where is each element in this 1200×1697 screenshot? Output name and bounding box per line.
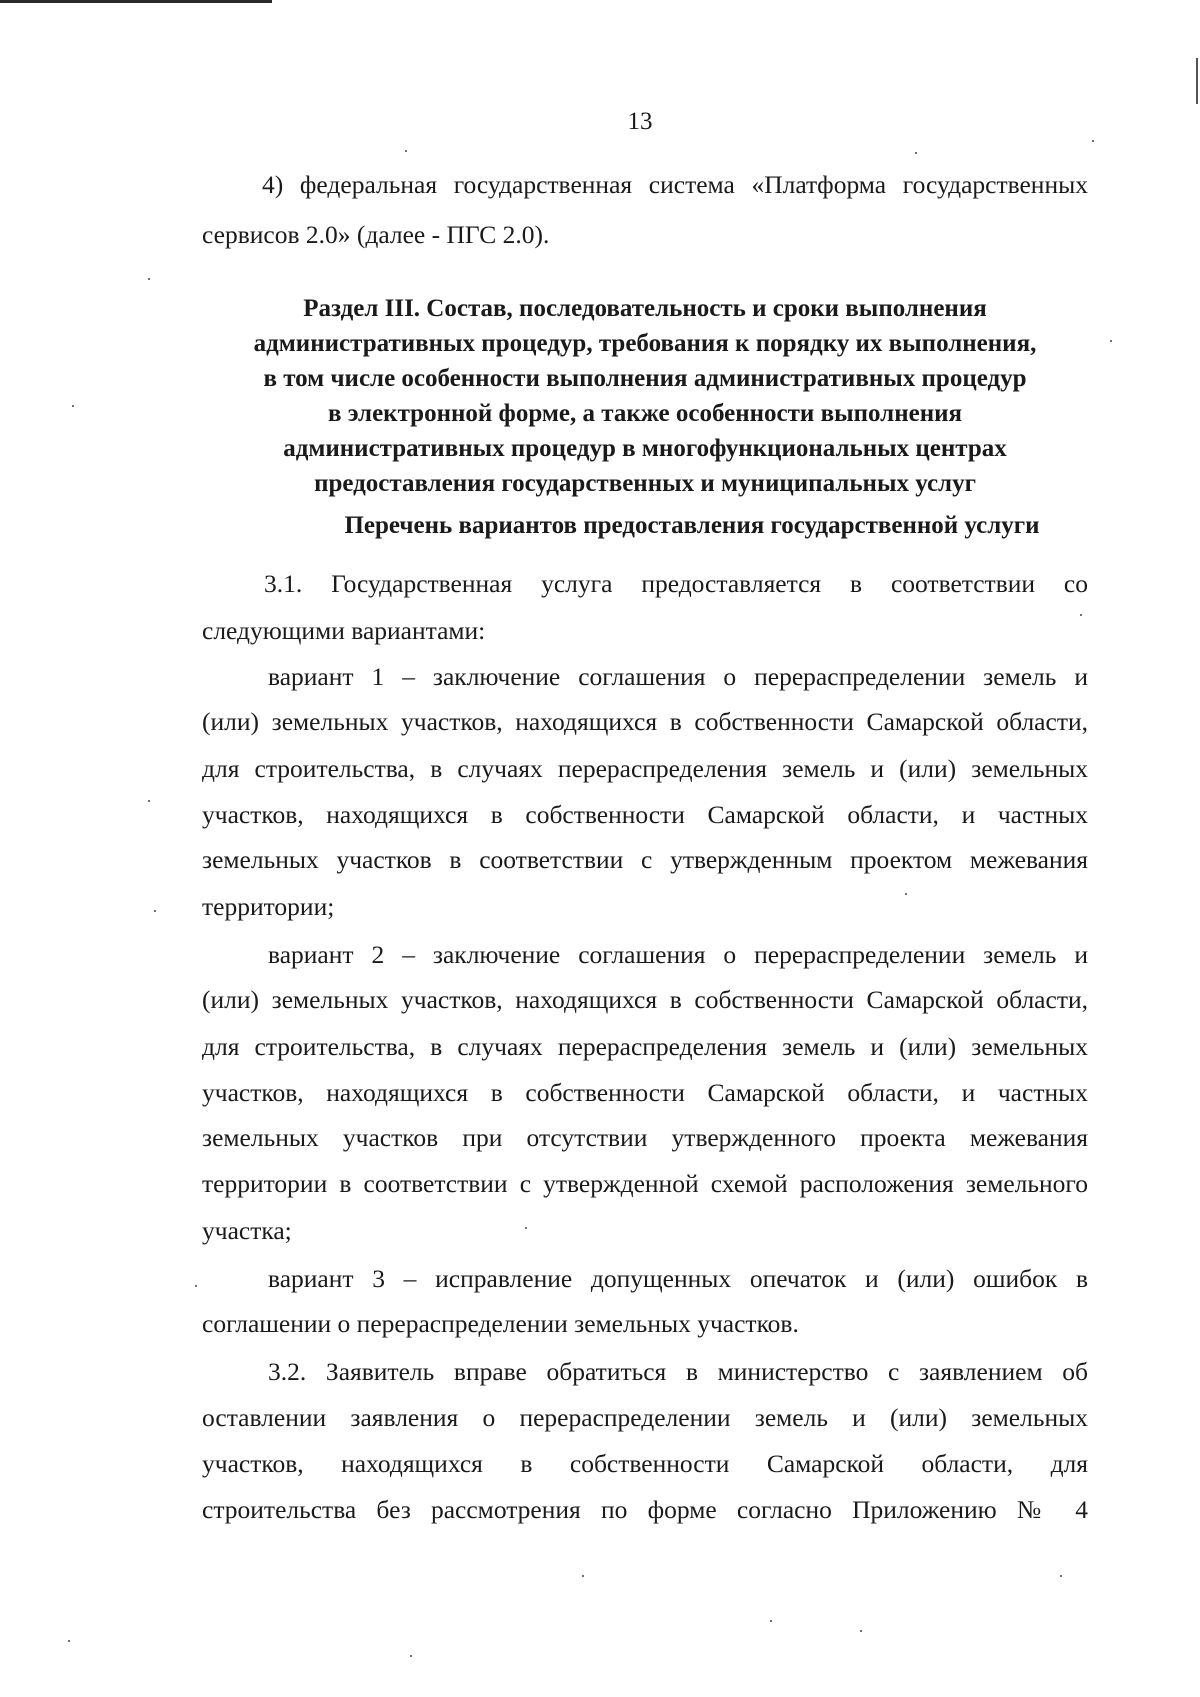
scan-speck — [410, 1655, 412, 1657]
text-line: следующими вариантами: — [202, 616, 486, 645]
scan-speck — [148, 800, 150, 802]
heading-line: Перечень вариантов предоставления государственной услуги — [344, 512, 1040, 539]
scan-speck — [1060, 1575, 1062, 1577]
heading-line: Раздел III. Состав, последовательность и сроки выполнения — [303, 295, 987, 322]
scan-speck — [148, 278, 150, 280]
text-line: территории; — [202, 892, 335, 921]
text-line: 3.1. Государственная услуга предоставляется в соответствии со — [264, 569, 1088, 598]
section-heading — [202, 291, 1088, 501]
scan-speck — [915, 152, 917, 154]
scan-speck — [1110, 340, 1112, 342]
text-line: соглашении о перераспределении земельных участков. — [202, 1309, 799, 1338]
text-line: земельных участков при отсутствии утвержденного проекта межевания — [202, 1123, 1088, 1152]
text-line: вариант 1 – заключение соглашения о перераспределении земель и — [268, 662, 1088, 691]
heading-line: в том числе особенности выполнения административных процедур — [263, 365, 1027, 392]
scan-speck — [1092, 140, 1094, 142]
page-number: 13 — [627, 108, 653, 135]
text-line: земельных участков в соответствии с утвержденным проектом межевания — [202, 845, 1088, 874]
scan-speck — [770, 1620, 772, 1622]
text-line: территории в соответствии с утвержденной схемой расположения земельного — [202, 1169, 1088, 1198]
text-line: 4) федеральная государственная система «Платформа государственных — [262, 170, 1088, 199]
text-line: 3.2. Заявитель вправе обратиться в министерство с заявлением об — [268, 1357, 1088, 1386]
heading-line: предоставления государственных и муниципальных услуг — [314, 470, 976, 497]
text-line: оставлении заявления о перераспределении земель и (или) земельных — [202, 1403, 1088, 1432]
subsection-heading — [292, 508, 1092, 543]
scan-speck — [405, 150, 407, 152]
text-line: для строительства, в случаях перераспределения земель и (или) земельных — [202, 1032, 1088, 1061]
text-line: вариант 3 – исправление допущенных опечаток и (или) ошибок в — [268, 1264, 1088, 1293]
text-line: участка; — [202, 1216, 292, 1245]
scan-speck — [860, 1630, 862, 1632]
heading-line: в электронной форме, а также особенности выполнения — [327, 400, 963, 427]
text-line: участков, находящихся в собственности Самарской области, и частных — [202, 1078, 1088, 1107]
scan-speck — [154, 910, 156, 912]
scan-speck — [582, 1575, 584, 1577]
text-line: вариант 2 – заключение соглашения о перераспределении земель и — [268, 940, 1088, 969]
scan-speck — [68, 1640, 70, 1642]
scan-speck — [72, 405, 74, 407]
text-line: строительства без рассмотрения по форме согласно Приложению № 4 — [202, 1495, 1088, 1524]
text-line: участков, находящихся в собственности Самарской области, и частных — [202, 800, 1088, 829]
text-line: участков, находящихся в собственности Самарской области, для — [202, 1449, 1088, 1478]
text-line: для строительства, в случаях перераспределения земель и (или) земельных — [202, 754, 1088, 783]
heading-line: административных процедур в многофункциональных центрах — [283, 435, 1007, 462]
heading-line: административных процедур, требования к порядку их выполнения, — [253, 330, 1037, 357]
text-line: сервисов 2.0» (далее - ПГС 2.0). — [202, 220, 550, 249]
scan-artifact-line — [0, 0, 272, 3]
scan-artifact-line — [1196, 58, 1198, 104]
text-line: (или) земельных участков, находящихся в собственности Самарской области, — [202, 707, 1088, 736]
text-line: (или) земельных участков, находящихся в собственности Самарской области, — [202, 985, 1088, 1014]
scan-speck — [195, 1285, 197, 1287]
